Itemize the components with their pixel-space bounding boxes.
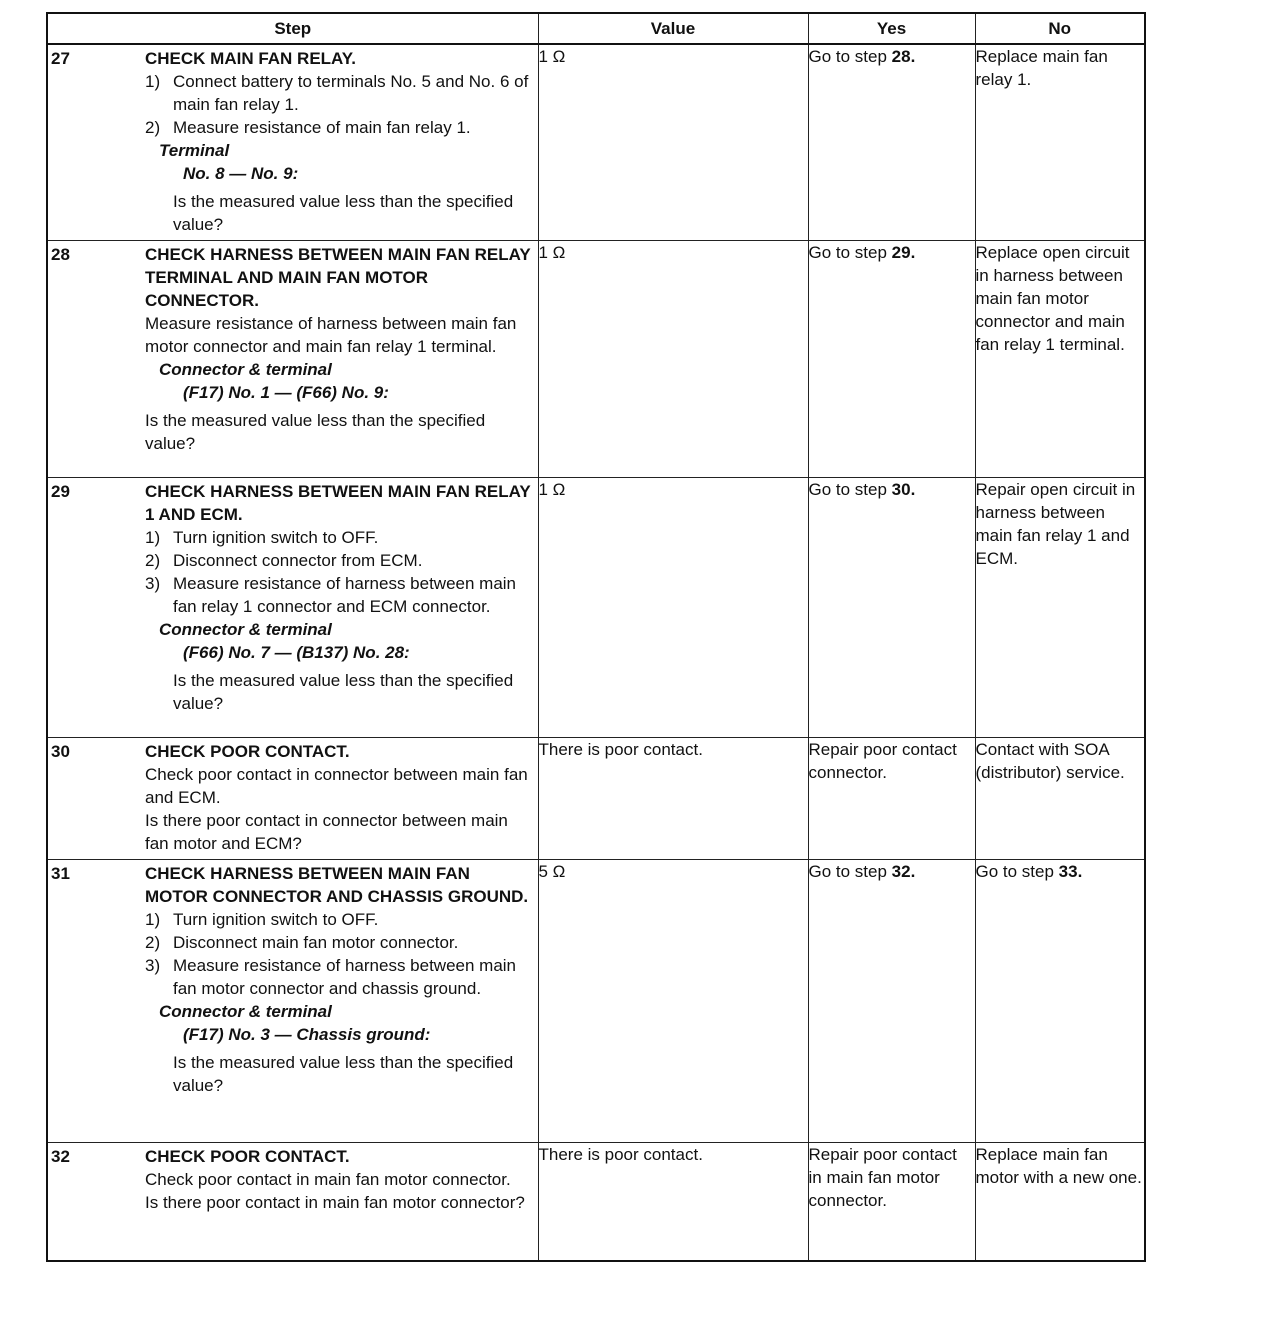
step-question: Is the measured value less than the specified value? [173, 671, 514, 713]
header-no: No [975, 13, 1145, 44]
step-cell [47, 1143, 538, 1261]
step-number: 27 [51, 49, 70, 68]
no-cell: Replace main fan relay 1. [975, 44, 1145, 241]
step-cell [47, 478, 538, 738]
table-row [47, 738, 1145, 860]
step-number: 31 [51, 864, 70, 883]
substep: 3) Measure resistance of harness between main fan relay 1 connector and ECM connector. [145, 574, 517, 616]
terminal-label: Terminal [159, 141, 230, 160]
step-cell [47, 860, 538, 1143]
terminal-label: Connector & terminal [159, 1002, 332, 1021]
header-value: Value [538, 13, 808, 44]
yes-cell: Go to step 28. [808, 44, 975, 241]
no-cell: Repair open circuit in harness between main fan relay 1 and ECM. [975, 478, 1145, 738]
step-text: Measure resistance of harness between main fan motor connector and main fan relay 1 terminal. [145, 314, 517, 356]
step-title: CHECK MAIN FAN RELAY. [145, 49, 356, 68]
step-cell [47, 241, 538, 478]
step-title: CHECK HARNESS BETWEEN MAIN FAN RELAY TERMINAL AND MAIN FAN MOTOR CONNECTOR. [145, 245, 531, 310]
substep: 1) Turn ignition switch to OFF. [145, 910, 379, 929]
step-question: Is the measured value less than the specified value? [173, 192, 514, 234]
substep: 2) Disconnect main fan motor connector. [145, 933, 459, 952]
step-title: CHECK HARNESS BETWEEN MAIN FAN RELAY 1 AND ECM. [145, 482, 531, 524]
value-cell: 1 Ω [538, 44, 808, 241]
step-title: CHECK HARNESS BETWEEN MAIN FAN MOTOR CONNECTOR AND CHASSIS GROUND. [145, 864, 529, 906]
value-cell: 5 Ω [538, 860, 808, 1143]
terminal-label: Connector & terminal [159, 620, 332, 639]
no-cell: Replace open circuit in harness between main fan motor connector and main fan relay 1 terminal. [975, 241, 1145, 478]
step-question: Is the measured value less than the specified value? [173, 1053, 514, 1095]
substep: 1) Turn ignition switch to OFF. [145, 528, 379, 547]
header-yes: Yes [808, 13, 975, 44]
step-cell [47, 738, 538, 860]
step-text: Check poor contact in main fan motor connector. [145, 1170, 511, 1189]
step-title: CHECK POOR CONTACT. [145, 742, 350, 761]
terminal-spec: (F66) No. 7 — (B137) No. 28: [183, 643, 410, 662]
yes-cell: Go to step 30. [808, 478, 975, 738]
step-number: 29 [51, 482, 70, 501]
header-step: Step [47, 13, 538, 44]
no-cell: Go to step 33. [975, 860, 1145, 1143]
table-row [47, 478, 1145, 738]
terminal-spec: (F17) No. 1 — (F66) No. 9: [183, 383, 389, 402]
yes-cell: Go to step 32. [808, 860, 975, 1143]
substep: 2) Disconnect connector from ECM. [145, 551, 423, 570]
substep: 3) Measure resistance of harness between main fan motor connector and chassis ground. [145, 956, 517, 998]
table-row [47, 241, 1145, 478]
no-cell: Contact with SOA (distributor) service. [975, 738, 1145, 860]
terminal-spec: (F17) No. 3 — Chassis ground: [183, 1025, 431, 1044]
substep: 2) Measure resistance of main fan relay 1. [145, 118, 471, 137]
yes-cell: Go to step 29. [808, 241, 975, 478]
header-row [47, 13, 1145, 44]
table-row [47, 44, 1145, 241]
step-number: 28 [51, 245, 70, 264]
table-row [47, 860, 1145, 1143]
value-cell: 1 Ω [538, 241, 808, 478]
diagnostic-table [46, 12, 1146, 1262]
yes-cell: Repair poor contact connector. [808, 738, 975, 860]
substep: 1) Connect battery to terminals No. 5 and No. 6 of main fan relay 1. [145, 72, 529, 114]
no-cell: Replace main fan motor with a new one. [975, 1143, 1145, 1261]
step-text: Check poor contact in connector between main fan and ECM. [145, 765, 528, 807]
step-question: Is there poor contact in connector between main fan motor and ECM? [145, 811, 508, 853]
step-number: 30 [51, 742, 70, 761]
yes-cell: Repair poor contact in main fan motor connector. [808, 1143, 975, 1261]
step-question: Is the measured value less than the specified value? [145, 411, 486, 453]
value-cell: 1 Ω [538, 478, 808, 738]
value-cell: There is poor contact. [538, 738, 808, 860]
value-cell: There is poor contact. [538, 1143, 808, 1261]
step-number: 32 [51, 1147, 70, 1166]
step-question: Is there poor contact in main fan motor connector? [145, 1193, 525, 1212]
step-title: CHECK POOR CONTACT. [145, 1147, 350, 1166]
table-row [47, 1143, 1145, 1261]
terminal-spec: No. 8 — No. 9: [183, 164, 299, 183]
terminal-label: Connector & terminal [159, 360, 332, 379]
step-cell [47, 44, 538, 241]
